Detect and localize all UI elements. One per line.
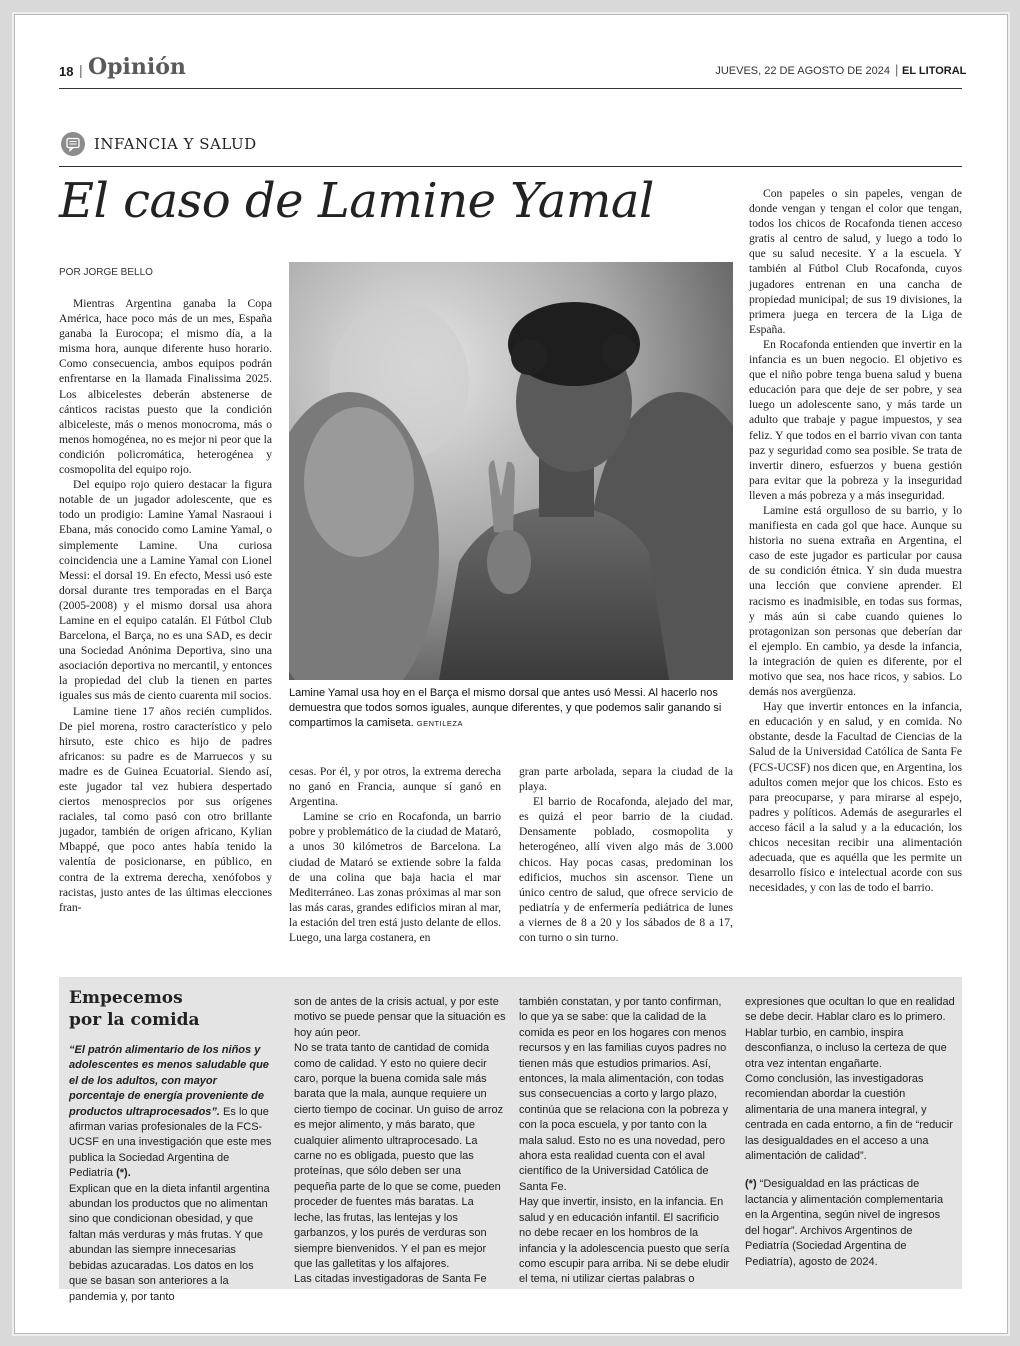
box-paragraph: Como conclusión, las investigadoras recomiendan abordar la cuestión alimentaria de una manera integral, y centrada en cada entorno, a fin de “reducir las desigualdades en el acceso a una alimentación de calidad”. — [745, 1073, 953, 1163]
article-title: El caso de Lamine Yamal — [59, 173, 654, 229]
sidebar-box — [59, 977, 962, 1303]
box-paragraph: Las citadas investigadoras de Santa Fe — [294, 1273, 487, 1286]
paragraph: Lamine se crio en Rocafonda, un barrio pobre y problemático de la ciudad de Mataró, a unos 30 kilómetros de Barcelona. La ciudad de Mataró se extiende sobre la falda de una colina que baja hacia el mar Mediterráneo. Las zonas próximas al mar son las más caras, grandes edificios miran al mar, la estación del tren está justo delante de ellos. Luego, una larga costanera, en — [289, 810, 501, 945]
speech-bubble-icon — [61, 132, 85, 156]
byline: POR JORGE BELLO — [59, 267, 153, 278]
newspaper-name: EL LITORAL — [902, 65, 967, 77]
box-column-2 — [294, 995, 506, 1288]
paragraph: Lamine tiene 17 años recién cumplidos. De piel morena, rostro característico y pelo hirsuto, este chico es hijo de padres africanos: su padre es de Marruecos y su madre es de Guinea Ecuatorial. Siendo así, este jugador tal vez hubiera despertado ciertos menosprecios por sus orígenes raciales, tal como pasó con otro brillante jugador, también de origen africano, Kylian Mbappé, que poco antes había tenido la valentía de posicionarse, en público, en contra de la extrema derecha, xenófobos y racistas, justo antes de las últimas elecciones fran- — [59, 704, 272, 914]
box-title-line-2: por la comida — [69, 1010, 200, 1030]
footnote-mark: (*) — [745, 1178, 757, 1191]
box-text: Es lo que afirman varias profesionales de la FCS-UCSF en una investigación que este mes publica la Sociedad Argentina de Pediatría — [69, 1105, 272, 1180]
paragraph: Lamine está orgulloso de su barrio, y lo manifiesta en cada gol que hace. Aunque su historia no suena extraña en Argentina, el caso de este jugador es particular por causa de su condición étnica. Y sin duda muestra una lección que conviene aprender. El racismo es inadmisible, en todas sus formas, y más aún si cabe cuando quienes lo protagonizan son personas que deberían dar el ejemplo. En cambio, ya desde la infancia, la integración de quien es diferente, por el motivo que sea, nos hace ricos, y sabios. Lo demás nos avergüenza. — [749, 503, 962, 699]
box-paragraph: No se trata tanto de cantidad de comida como de calidad. Y esto no quiere decir caro, porque la buena comida sale más barata que la mala, aunque requiere un cierto tiempo de cocinar. Un guiso de arroz es mejor alimento, y más barato, que cualquier alimento ultraprocesado. La carne no es obligada, puesto que las proteínas, que sólo deben ser una pequeña parte de lo que se come, pueden proceder de fuentes más baratas. La leche, las frutas, las lentejas y los garbanzos, y los purés de verduras son siempre bienvenidos. Y el pan es mejor que las galletitas y los alfajores. — [294, 1042, 504, 1270]
paragraph: Con papeles o sin papeles, vengan de donde vengan y tengan el color que tengan, todos los chicos de Rocafonda tienen acceso gratis al centro de salud, y luego a todo lo que su salud necesite. Y a la escuela. Y también al Fútbol Club Rocafonda, cuyos jugadores entrenan en una cancha de propiedad municipal; de sus 19 divisiones, la primera juega en tercera de la Liga de España. — [749, 187, 962, 336]
footnote-ref: (*). — [116, 1167, 131, 1180]
photo-credit: GENTILEZA — [416, 719, 463, 728]
box-column-1 — [69, 1043, 275, 1305]
box-paragraph: Hay que invertir, insisto, en la infancia. En salud y en educación infantil. El sacrificio no debe recaer en los hombros de la infancia y la adolescencia puesto que sería como escupir para arriba. Ni se debe eludir el tema, ni utilizar ciertas palabras o — [519, 1196, 730, 1286]
box-paragraph: Explican que en la dieta infantil argentina abundan los productos que no alimentan sino que condicionan obesidad, y que faltan más verduras y más frutas. Y que abundan las siempre innecesarias bebidas azucaradas. Los datos en los que se basan son anteriores a la pandemia y, por tanto — [69, 1182, 270, 1303]
issue-date: JUEVES, 22 DE AGOSTO DE 2024 — [715, 65, 890, 77]
article-column-2 — [289, 764, 501, 945]
box-column-4 — [745, 995, 955, 1270]
paragraph: Del equipo rojo quiero destacar la figura notable de un jugador adolescente, que es todo un prodigio: Lamine Yamal Nasraoui i Ebana, más conocido como Lamine Yamal, o simplemente Lamine. Una curiosa coincidencia une a Lamine Yamal con Lionel Messi: el dorsal 19. En efecto, Messi usó este dorsal durante tres temporadas en el Barça (2005-2008) y el mismo dorsal usa ahora Lamine en el equipo catalán. El Fútbol Club Barcelona, el Barça, no es una SAD, es decir una Sociedad Anónima Deportiva, sino una asociación deportiva no mercantil, y entonces la propiedad del club la tienen en partes iguales sus más de ciento cuarenta mil socios. — [59, 478, 272, 703]
article-column-4 — [749, 186, 962, 895]
topic-label: INFANCIA Y SALUD — [94, 135, 257, 153]
page-number: 18 — [59, 64, 74, 79]
header-separator-2: | — [895, 62, 899, 77]
section-title: Opinión — [88, 54, 186, 80]
article-column-1 — [59, 296, 272, 915]
box-paragraph: expresiones que ocultan lo que en realidad se debe decir. Hablar claro es lo primero. Hablar turbio, en cambio, inspira desconfianza, o incluso la certeza de que otra vez intentan engañarte. — [745, 996, 955, 1070]
lamine-yamal-photo — [289, 262, 733, 680]
newspaper-page — [14, 14, 1008, 1334]
photo-caption — [289, 686, 733, 731]
header-rule — [59, 88, 962, 89]
paragraph: Hay que invertir entonces en la infancia, en educación y en salud, y en comida. No obstante, desde la Facultad de Ciencias de la Salud de la Universidad Católica de Santa Fe (FCS-UCSF) nos dicen que, en Argentina, los adultos comen mejor que los chicos. Esto es para preocuparse, y para mirarse al espejo, padres y políticos. Además de asegurarles el acceso fácil a la salud y a la educación, los chicos necesitan recibir una alimentación adecuada, que es aquélla que les permite un desarrollo físico e intelectual acorde con sus necesidades, y con las de todo el barrio. — [749, 700, 962, 895]
article-column-3 — [519, 764, 733, 945]
box-paragraph: son de antes de la crisis actual, y por este motivo se puede pensar que la situación es hoy aún peor. — [294, 996, 506, 1039]
paragraph: En Rocafonda entienden que invertir en la infancia es un buen negocio. El objetivo es que el niño pobre tenga buena salud y buena educación para que deje de ser pobre, y sea luego un adolescente sano, y más tarde un adulto que trabaje y pague impuestos, y sea feliz. Y que todos en el barrio vivan con tanta paz y seguridad como sea posible. Se trata de invertir dinero, esfuerzos y buena gestión para evitar que la pobreza y la inseguridad lleven a más pobreza y a más inseguridad. — [749, 337, 962, 502]
box-title-line-1: Empecemos — [69, 988, 183, 1008]
header-separator: | — [79, 62, 83, 78]
paragraph: Mientras Argentina ganaba la Copa América, hace poco más de un mes, España ganaba la Eurocopa; el mismo día, a la misma hora, aunque diferente huso horario. Como consecuencia, ambos equipos podrán enfrentarse en la llamada Finalissima 2025. Los albicelestes deberán abstenerse de cánticos racistas puesto que la condición albiceleste, más o menos monocroma, más o menos homogénea, no es mejor ni peor que la condición policromática, heterogénea y cosmopolita del equipo rojo. — [59, 297, 272, 477]
caption-text: Lamine Yamal usa hoy en el Barça el mismo dorsal que antes usó Messi. Al hacerlo nos demuestra que todos somos iguales, aunque diferentes, y que podemos salir ganando si compartimos la camiseta. — [289, 687, 722, 729]
box-title — [69, 987, 200, 1031]
box-quote: “El patrón alimentario de los niños y adolescentes es menos saludable que el de los adultos, con mayor porcentaje de energía proveniente de productos ultraprocesados”. — [69, 1044, 269, 1118]
paragraph: cesas. Por él, y por otros, la extrema derecha no ganó en Francia, aunque sí ganó en Argentina. — [289, 765, 501, 809]
box-column-3 — [519, 995, 731, 1288]
footnote-text: “Desigualdad en las prácticas de lactancia y alimentación complementaria en la Argentina, según nivel de ingresos del hogar”. Archivos Argentinos de Pediatría (Sociedad Argentina de Pediatría), agosto de 2024. — [745, 1178, 944, 1268]
paragraph: gran parte arbolada, separa la ciudad de la playa. — [519, 765, 733, 794]
topic-rule — [59, 166, 962, 167]
box-paragraph: también constatan, y por tanto confirman, lo que ya se sabe: que la calidad de la comida es peor en los hogares con menos recursos y en las familias cuyos padres no tienen más que estudios primarios. Así, entonces, la mala alimentación, con todas sus consecuencias a corto y largo plazo, continúa que se relaciona con la pobreza y con la poca escuela, y por tanto con la mala salud. Esto no es una novedad, pero ahora esta realidad cuenta con el aval científico de la Universidad Católica de Santa Fe. — [519, 996, 729, 1193]
paragraph: El barrio de Rocafonda, alejado del mar, es quizá el peor barrio de la ciudad. Densamente poblado, cosmopolita y heterogéneo, allí viven algo más de 3.000 chicos. Hay pocas casas, predominan los edificios, muchos sin ascensor. Tiene un único centro de salud, que ofrece servicio de pediatría y de enfermería pediátrica de lunes a viernes de 8 a 20 y los sábados de 8 a 17, con turno o sin turno. — [519, 795, 733, 945]
